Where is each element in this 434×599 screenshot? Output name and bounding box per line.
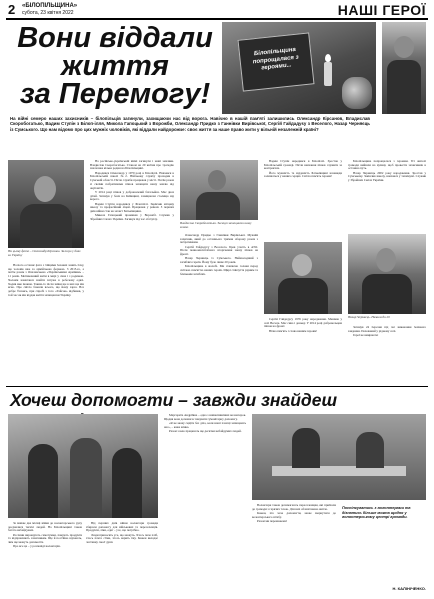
portrait-body (20, 204, 72, 248)
portrait-head (208, 170, 226, 190)
headline-line-1: Вони віддали (17, 22, 213, 54)
paragraph: Сергій Гайдадуєу з Веселого. Брав участь в АТО. Після повномасштабного вторгнення знову пішов на фронт. (180, 244, 258, 257)
portrait-head (34, 176, 56, 202)
memorial-banner-photo (222, 22, 376, 114)
volunteer-figure-2 (70, 438, 102, 518)
paragraph: Назар Черняєць 2002 року народження. Зростав у Сумському. Закінчив школу, навчався у технікумі. Служив у Збройних Силах України. (348, 170, 426, 183)
volunteer-work-photo (252, 414, 426, 500)
article2-column-4 (252, 504, 336, 596)
headline-line-3: за Перемогу! (19, 78, 211, 110)
portrait-body (362, 274, 412, 314)
article-column-1 (8, 264, 84, 382)
paragraph: Маргарита Андріївна – одна з найактивніших волонтерок. Щодня вона допомагає пакувати гуманітарну допомогу. (164, 414, 246, 421)
candle-icon (324, 62, 332, 86)
portrait-body (278, 278, 328, 314)
article-headline: Хочеш допомогти – завжди знайдеш (10, 390, 338, 410)
photo-caption-middle: Владислав Скоробогатько. Загинув захищаючи нашу землю (180, 221, 252, 229)
volunteers-photo (8, 414, 158, 518)
paragraph: Білопільщина в жалобі. Ми схиляємо голови перед світлою пам'яттю наших героїв. Щирі співчуття рідним та близьким загиблих. (180, 264, 258, 276)
paragraph: Білопільщина попрощалася з героями. Усі жителі громади вийшли на вулиці, щоб провести захисників в останню путь. (348, 160, 426, 171)
worker-figure-1 (292, 428, 320, 468)
article-heroes (0, 20, 434, 385)
soldier-photo-skorobogatko (180, 160, 258, 220)
paragraph: Рослини вирощують самотужки, пакують продукти та відправляють захисникам. Ще й постійно шукають, чим ще можуть допомогти. (8, 532, 82, 545)
article-column-3 (180, 234, 258, 382)
article-headline (10, 24, 220, 108)
paragraph: На російсько-українській війні загинули і наші земляки. Владислав Скоробогатько. Станом на 20 квітня про трагедію знали вже кілька родин на Білопільщині. (90, 160, 174, 171)
page-number: 2 (8, 2, 16, 17)
article-column-5 (348, 160, 426, 230)
issue-date: субота, 23 квітня 2022 (22, 10, 74, 16)
paragraph: Вадим Ступін народився у Білопіллі. Закінчив місцеву школу та професійний ліцей. Працював у районі. З перших днів війни став на захист Батьківщини. (90, 201, 174, 213)
article2-column-1 (8, 522, 82, 596)
paragraph: Вадим Ступін народився в Білопіллі. Зростав у Білопільській громаді. Після навчання пішов служити за контрактом. (264, 160, 342, 171)
section-title: НАШІ ГЕРОЇ (337, 2, 426, 18)
soldier-portrait-right (382, 22, 426, 114)
headline-line-2: життя (61, 50, 169, 82)
article-column-4 (264, 160, 342, 238)
banner-caption: Білопільщина попрощалася з героями... (252, 46, 299, 72)
portrait-head (376, 248, 396, 272)
article-divider (6, 386, 428, 387)
article-lead: На війні семеро наших захисників – білопільців загинули, захищаючи нас від ворога. Навічно в нашій пам'яті залишились Олександр Кірсанов, Владислав Скоробогатько, Вадим Ступін з Білоп-ілля, Микола Гапоцький з Ворожби, Олександр Придко з Ганнівки Вирівської, Сергій Гайдадуєу з Веселого, Назар Черняєць із Сумського. Що нам відомо про цих мужніх чоловіків, які віддали найдорожче: своє життя за наше право жити у вільній незалежній країні? (10, 116, 370, 132)
photo-caption-left: На цьому фото – Олександр Кірсанов. Загинув у боях за Україну (8, 249, 81, 257)
flame-icon (325, 54, 331, 62)
newspaper-name: «БІЛОПІЛЬЩИНА» (22, 3, 78, 9)
article-column-2 (90, 160, 174, 382)
flowers-graphic (342, 77, 372, 109)
paragraph: Разом з нею працюють ще десятки небайдужих людей. (169, 429, 242, 433)
volunteer-figure-1 (28, 444, 58, 518)
banner-frame (237, 32, 314, 91)
photo-caption-right: Назар Черняєць. Назавжди 20 (348, 315, 390, 319)
soldier-photo-haidaduieu (264, 242, 342, 314)
portrait-body (196, 192, 240, 220)
paragraph: Люди приносять усе, що можуть. Хтось пече хліб, хтось плете сітки, хтось варить їжу. Кожен вкладає частинку своєї душі. (86, 532, 158, 545)
paragraph: Герої не вмирають! (353, 333, 379, 337)
paragraph: «Я не можу сидіти без діла, коли наші хлопці захищають нас», – каже жінка. (164, 421, 246, 429)
paragraph: Назар Черняєць із Сумського. Наймолодший з загиблих героїв. Йому було лише 20 років. (180, 256, 258, 265)
paragraph: Волонтери також допомагають переселенцям, які приїхали до громади з гарячих точок. Для них облаштовано житло. (252, 504, 336, 511)
paragraph: Народився Олександр у 1979 році в Білопіллі. Навчався в Білопільській школі №2. Військову службу проходив в Сумській області. Після служби працював у місті. Потім разом зі своїми побратимами пішов захищати нашу землю від окупантів. (90, 170, 174, 190)
paragraph: Від перших днів війни волонтери громади збирали допомогу для військових та переселенців. Продукти, ліки, одяг – усе, що потрібно. (86, 522, 158, 533)
soldier-head (394, 36, 414, 58)
paragraph: Його мужність та відданість Батьківщині назавжди залишаться у наших серцях. Світла пам'ять героям! (264, 170, 342, 179)
article-volunteers (0, 388, 434, 599)
soldier-photo-kirsanov (8, 160, 84, 248)
portrait-head (292, 254, 312, 276)
paragraph: У 2014 році пішов у добровольчий батальйон. Має двох дітей. Загинув у боях на Київщині, захищаючи столицю від ворога. (90, 189, 174, 202)
paragraph: Олександр Придко з Ганнівки Вирівської. Мужній захисник, який до останнього тримав оборону разом з побратимами. (180, 234, 258, 245)
paragraph: Сергій Гайдадуєу 1976 року народження. Мешкав у селі Веселе. Має сина і доньку. У 2014 році добровольцем пішов на фронт. (264, 318, 342, 329)
article-column-4-continued (264, 318, 342, 382)
worker-figure-2 (356, 432, 384, 468)
paragraph: На його останнє фото з бійцями базових занять бачу, що чоловік вже за армійською формою. З 2015-го, а потім разом з Опалевською «Українськими Арміями» – 11 років. Мотивований жити в мирі у сина і з родиною. Чоловік намагався знайти хатуже в робочому одязі. Ходив вже інакше. Таким-то після зміни ще в них ще він ясно. Про світло бажали всього, що йому зараз. Все добре б'ючись, при спробі з того «Тайсон» відбивав, у той час як він віддав життя захищаючи Україну. (8, 264, 84, 297)
paragraph: За майже два місяці війни до волонтерського руху доєдналися тисячі людей. На Білопільщині також багато небайдужих. (8, 522, 82, 533)
paragraph: Про все це – у розповіді волонтерів. (13, 544, 61, 549)
article-signature: Н. КАЛІНІЧЕНКО. (392, 586, 426, 591)
paragraph: Кожен, хто хоче допомогти, може звернутися до волонтерського штабу. (252, 511, 336, 519)
paragraph: Микола Гапоцький проживав у Ворожбі. Служив у Збройних Силах України. Загинув під час обстрілу. (90, 213, 174, 221)
article-column-5-continued (348, 326, 426, 382)
soldier-photo-cherniaiets (348, 234, 426, 314)
article2-column-3 (164, 414, 246, 596)
article2-column-2 (86, 522, 158, 596)
paragraph: Вічна пам'ять і слава нашим героям! (269, 328, 318, 333)
volunteer-figure-3 (112, 448, 142, 518)
soldier-body (387, 60, 421, 114)
page-header (0, 0, 434, 19)
paragraph: Разом ми переможемо! (257, 519, 288, 523)
paragraph: Загинув 24 березня під час виконання бойового завдання. Похований у рідному селі. (348, 326, 426, 333)
volunteer-highlight: Поспілкуватись з волонтерами та дізнатись більше можна щодня у волонтерському центрі громади. (342, 506, 411, 520)
